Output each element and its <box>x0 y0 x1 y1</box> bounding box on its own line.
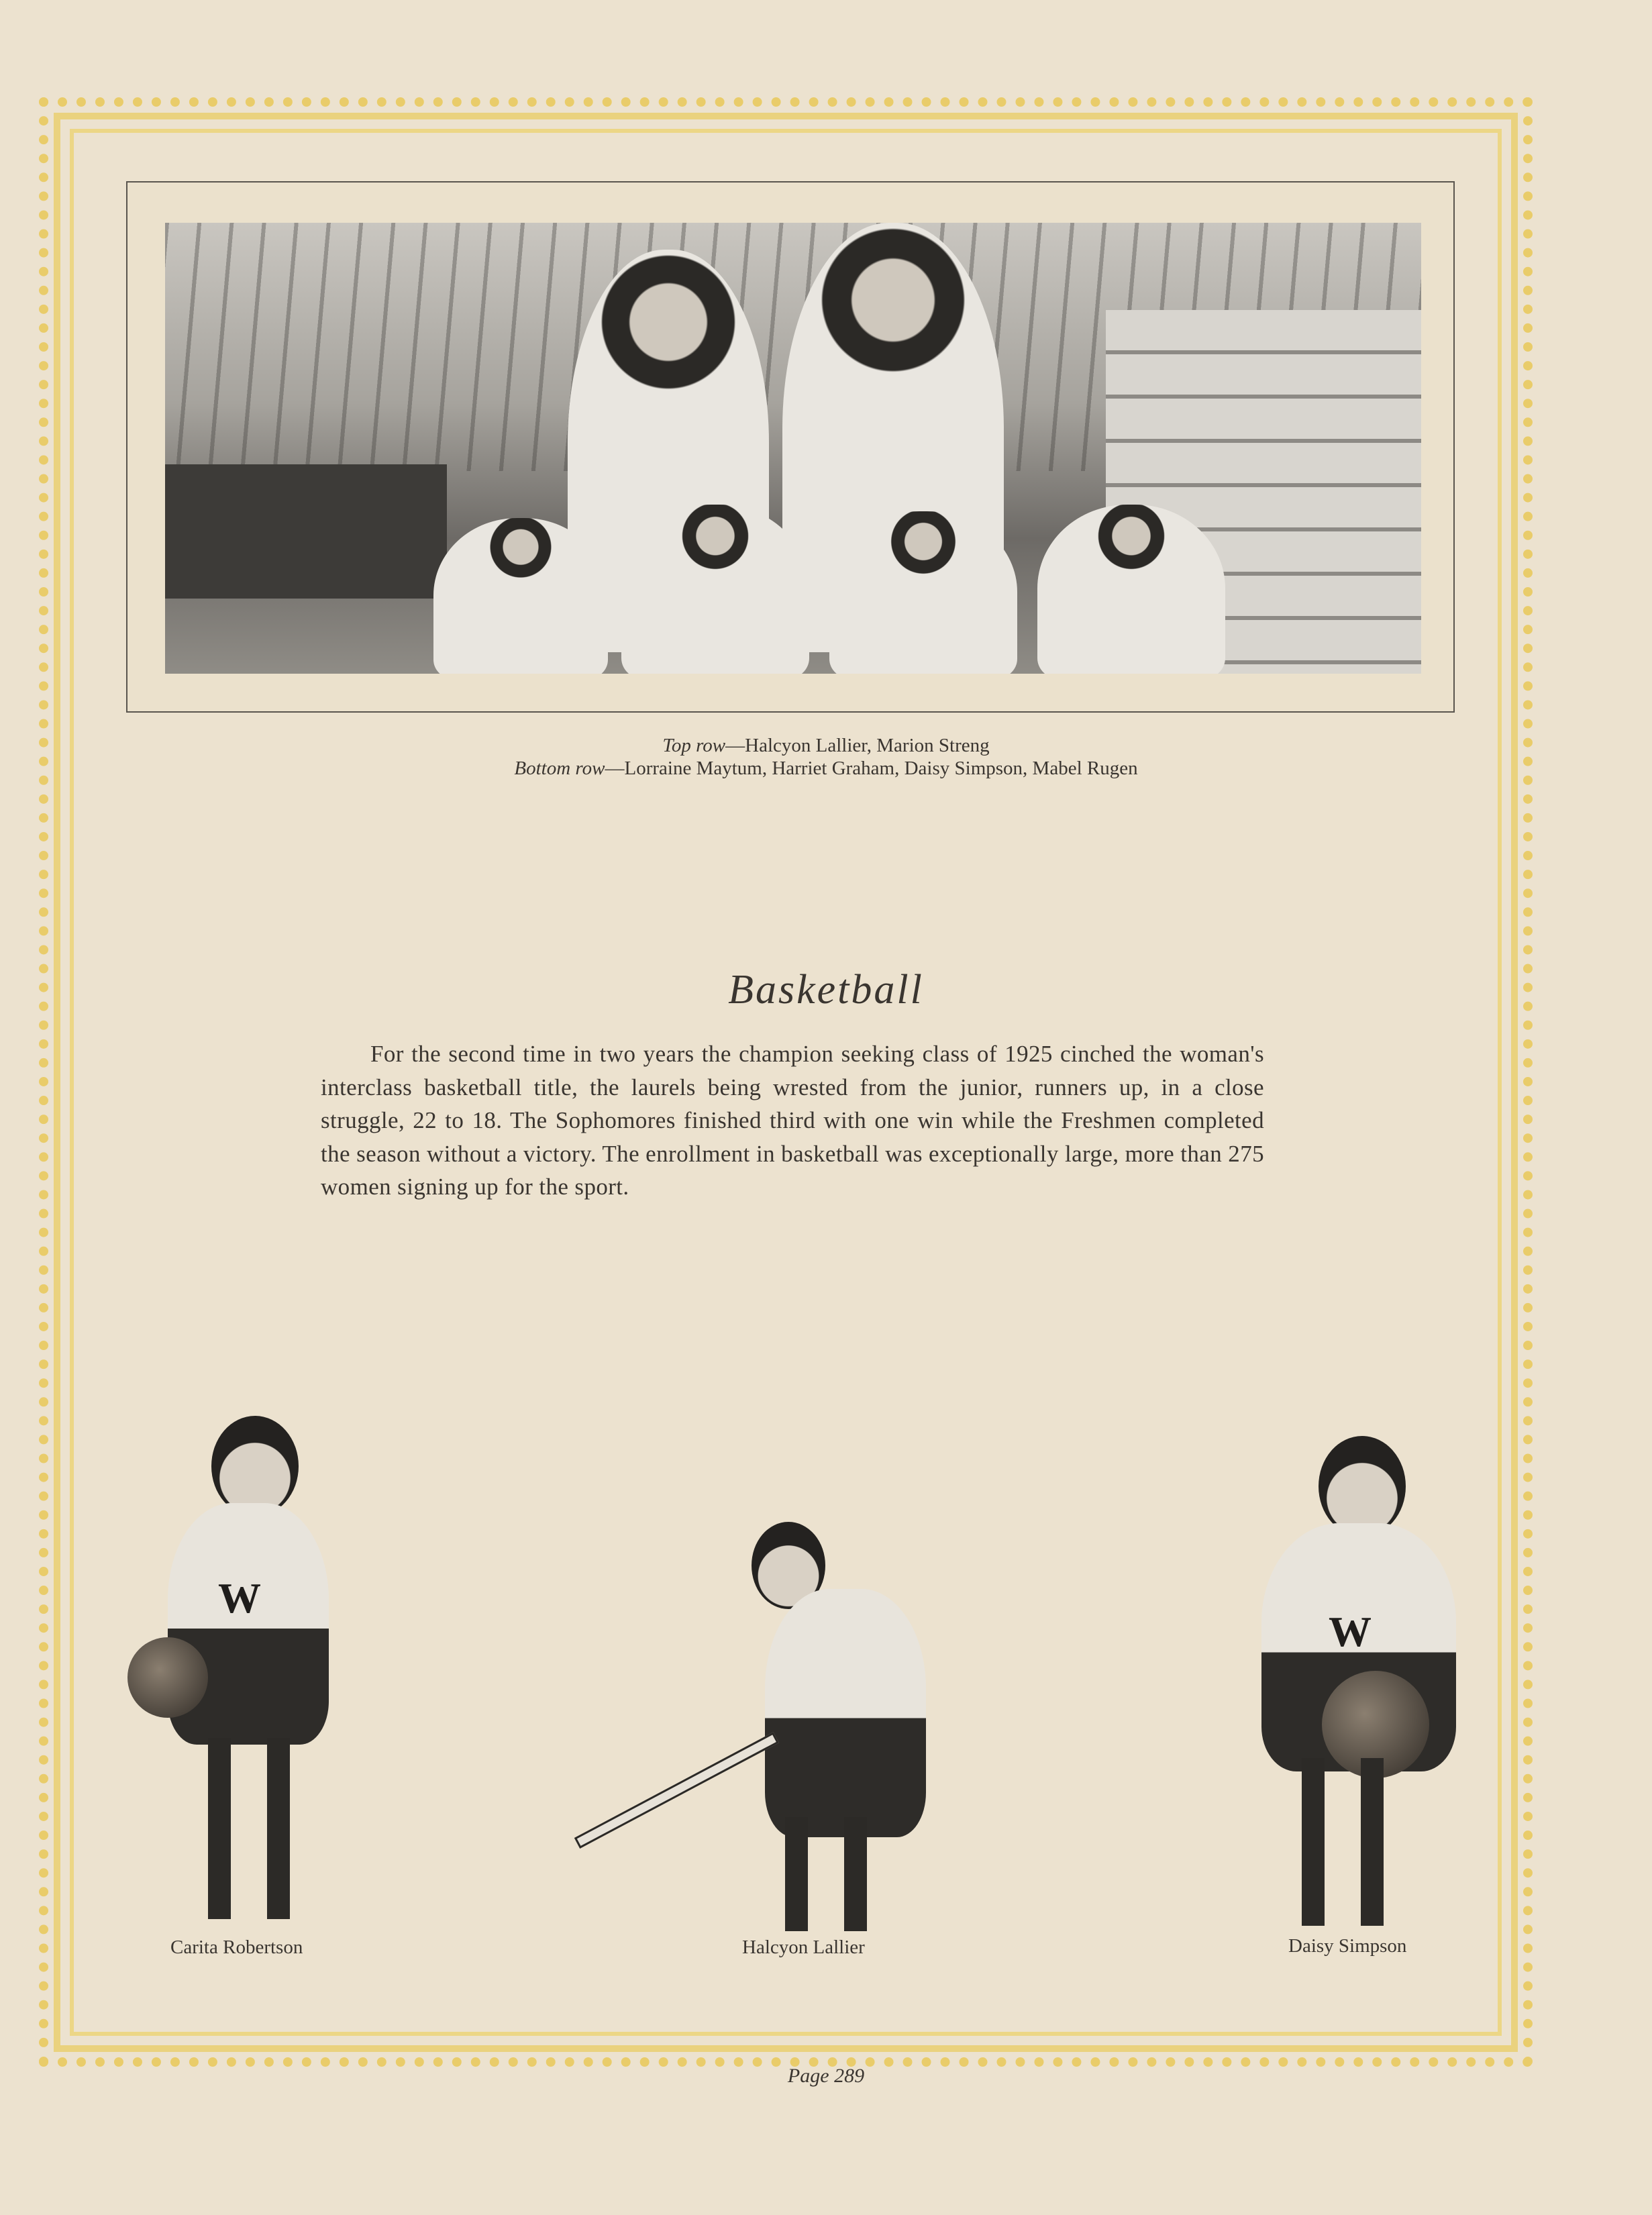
player-name-2: Halcyon Lallier <box>742 1937 865 1958</box>
caption-top-label: Top row <box>662 735 726 756</box>
caption-bottom-names: —Lorraine Maytum, Harriet Graham, Daisy Simpson, Mabel Rugen <box>605 758 1138 779</box>
player-legs <box>785 1817 899 1931</box>
player-figure-halcyon-lallier <box>570 1522 926 1931</box>
photo-hedge <box>165 464 447 599</box>
caption-bottom-label: Bottom row <box>514 758 605 779</box>
player-name-1: Carita Robertson <box>170 1937 303 1958</box>
photo-figure-bottom-4 <box>1037 505 1225 674</box>
player-body <box>765 1589 926 1837</box>
caption-top-names: —Halcyon Lallier, Marion Streng <box>725 735 990 756</box>
player-legs <box>1302 1758 1409 1926</box>
team-photo-frame <box>126 181 1455 713</box>
hockey-stick <box>574 1732 779 1849</box>
team-photo <box>165 223 1421 674</box>
player-name-3: Daisy Simpson <box>1288 1935 1407 1957</box>
photo-caption-bottom <box>0 757 1652 780</box>
photo-figure-bottom-1 <box>433 518 608 674</box>
photo-caption-top <box>0 734 1652 757</box>
article-title: Basketball <box>728 967 924 1013</box>
article-body: For the second time in two years the champion seeking class of 1925 cinched the woman's interclass basketball title, the laurels being wrested from the junior, runners up, in a close struggle, 22 to 18. The Sophomores finished third with one win while the Freshmen completed the season without a victory. The enrollment in basketball was exceptionally large, more than 275 women signing up for the sport. <box>321 1041 1264 1200</box>
photo-figure-bottom-3 <box>829 511 1017 674</box>
player-head <box>211 1416 299 1516</box>
player-figure-carita-robertson <box>127 1416 382 1926</box>
page-number: Page 289 <box>787 2065 865 2087</box>
sweater-letter: W <box>1329 1608 1372 1655</box>
basketball <box>127 1637 208 1718</box>
player-head <box>1319 1436 1406 1537</box>
player-figure-daisy-simpson <box>1255 1436 1463 1926</box>
photo-figure-bottom-2 <box>621 505 809 674</box>
sweater-letter: W <box>218 1574 261 1622</box>
player-legs <box>208 1738 309 1919</box>
